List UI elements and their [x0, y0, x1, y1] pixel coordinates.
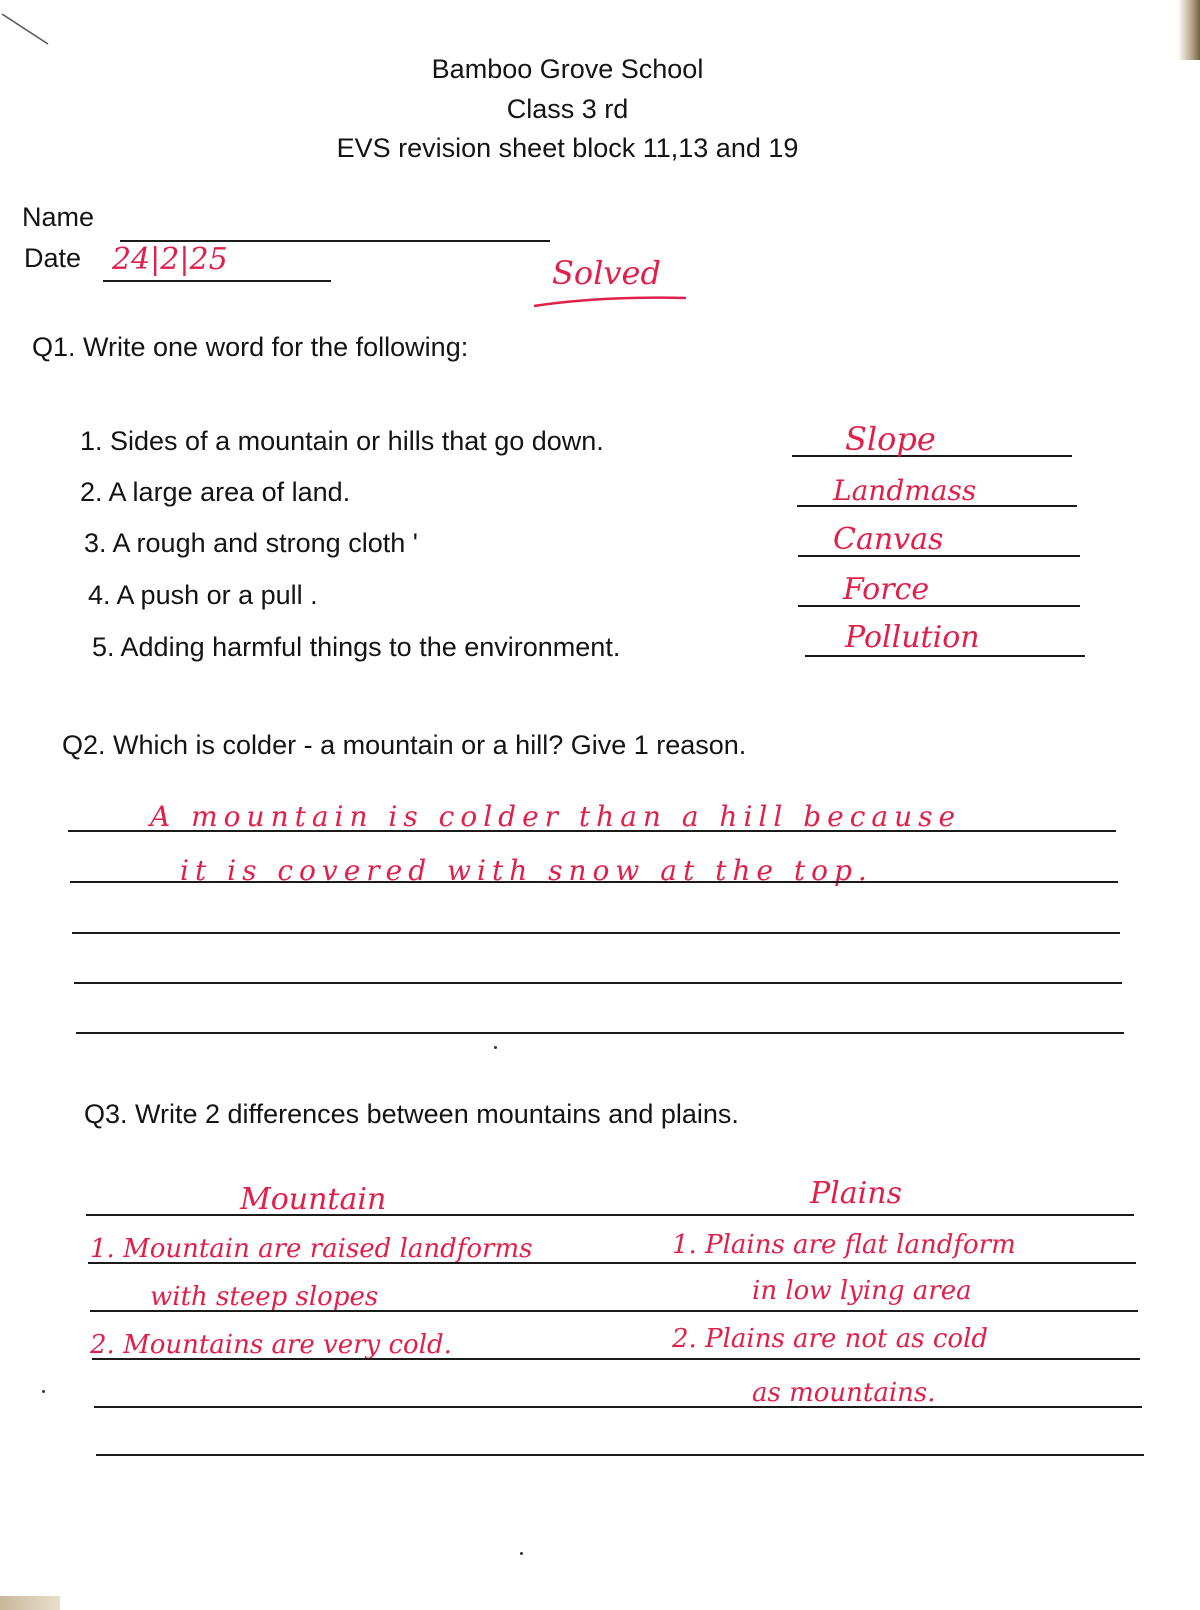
sheet-title: EVS revision sheet block 11,13 and 19 — [336, 133, 799, 163]
q1-answer: Landmass — [833, 474, 977, 507]
q1-answer: Canvas — [833, 522, 944, 557]
q2-ruled-line — [72, 932, 1120, 934]
q1-answer: Force — [843, 572, 930, 607]
q3-mountain-point: with steep slopes — [150, 1282, 379, 1312]
page-corner-shadow — [0, 1596, 60, 1610]
q3-plains-point: 2. Plains are not as cold — [672, 1324, 989, 1354]
q3-mountain-point: 2. Mountains are very cold. — [90, 1330, 452, 1360]
q1-item: 3. A rough and strong cloth ' — [84, 528, 418, 558]
q2-ruled-line — [74, 982, 1122, 984]
q3-ruled-line — [92, 1358, 1140, 1360]
q3-ruled-line — [86, 1214, 1134, 1216]
q3-plains-heading: Plains — [810, 1176, 902, 1211]
q3-ruled-line — [94, 1406, 1142, 1408]
q1-item: 1. Sides of a mountain or hills that go down. — [80, 426, 604, 456]
solved-mark: Solved — [552, 254, 661, 292]
date-line — [103, 280, 331, 282]
q1-prompt: Q1. Write one word for the following: — [32, 332, 469, 362]
speck — [520, 1552, 523, 1555]
speck — [494, 1046, 497, 1049]
q3-plains-point: in low lying area — [752, 1276, 972, 1306]
date-label: Date — [24, 243, 82, 273]
solved-underline — [530, 290, 690, 314]
q1-answer: Pollution — [845, 620, 980, 655]
q1-item: 4. A push or a pull . — [88, 580, 318, 610]
school-name: Bamboo Grove School — [431, 54, 704, 84]
q2-ruled-line — [68, 830, 1116, 832]
pen-stroke-mark — [0, 10, 60, 50]
q2-answer-line-1: A mountain is colder than a hill because — [150, 800, 962, 833]
q2-ruled-line — [70, 881, 1118, 883]
q3-prompt: Q3. Write 2 differences between mountains and plains. — [84, 1099, 739, 1129]
name-label: Name — [22, 202, 95, 232]
q1-item: 5. Adding harmful things to the environment. — [92, 632, 621, 662]
page-edge-shadow — [1178, 0, 1200, 60]
speck — [42, 1390, 45, 1393]
date-value: 24|2|25 — [112, 242, 228, 277]
q2-answer-line-2: it is covered with snow at the top. — [180, 854, 873, 887]
q3-mountain-point: 1. Mountain are raised landforms — [90, 1234, 533, 1264]
q3-plains-point: 1. Plains are flat landform — [672, 1230, 1016, 1260]
q3-plains-point: as mountains. — [752, 1378, 936, 1408]
q1-answer-line — [805, 655, 1085, 657]
q2-prompt: Q2. Which is colder - a mountain or a hill? Give 1 reason. — [62, 730, 747, 760]
q1-item: 2. A large area of land. — [80, 477, 351, 507]
q1-answer-line — [798, 605, 1080, 607]
q3-ruled-line — [88, 1262, 1136, 1264]
class-label: Class 3 rd — [506, 94, 629, 124]
q1-answer: Slope — [845, 420, 936, 458]
q3-ruled-line — [96, 1454, 1144, 1456]
q3-ruled-line — [90, 1310, 1138, 1312]
q3-mountain-heading: Mountain — [240, 1182, 387, 1217]
q2-ruled-line — [76, 1032, 1124, 1034]
